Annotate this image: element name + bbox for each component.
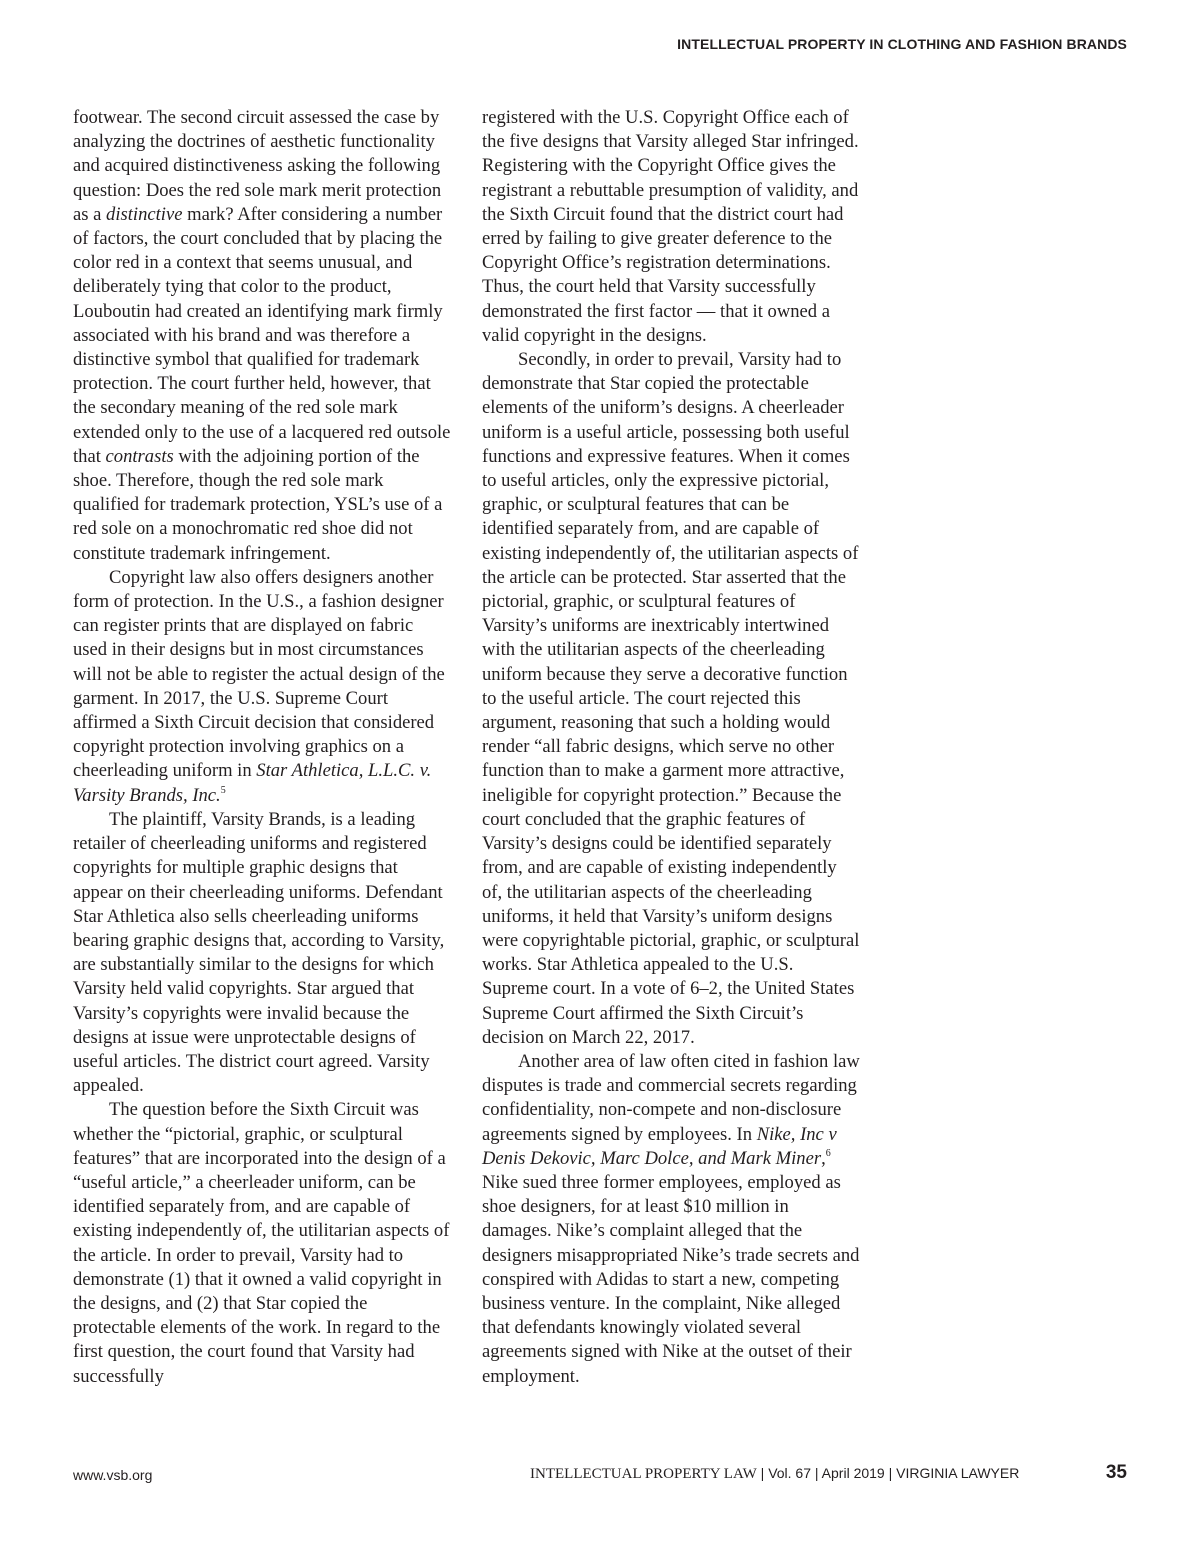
footer-magazine: VIRGINIA LAWYER xyxy=(896,1465,1020,1481)
footer-publication: INTELLECTUAL PROPERTY LAW | Vol. 67 | April 2019 | VIRGINIA LAWYER xyxy=(530,1465,1020,1482)
page-number: 35 xyxy=(1105,1462,1127,1483)
running-head-title: INTELLECTUAL PROPERTY IN CLOTHING AND FASHION BRANDS xyxy=(677,36,1127,52)
left-paragraph-2: Copyright law also offers designers another form of protection. In the U.S., a fashion designer can register prints that are displayed on fabric used in their designs but in most circumstances will not be able to register the actual design of the garment. In 2017, the U.S. Supreme Court affirmed a Sixth Circuit decision that considered copyright protection involving graphics on a cheerleading uniform in Star Athletica, L.L.C. v. Varsity Brands, Inc.$^5$ xyxy=(73,566,445,806)
right-paragraph-3: Another area of law often cited in fashion law disputes is trade and commercial secrets regarding confidentiality, non-compete and non-disclosure agreements signed by employees. In Nike, Inc v Denis Dekovic, Marc Dolce, and Mark Miner,$^6$ Nike sued three former employees, employed as shoe designers, for at least $10 million in damages. Nike’s complaint alleged that the designers misappropriated Nike’s trade secrets and conspired with Adidas to start a new, competing business venture. In the complaint, Nike alleged that defendants knowingly violated several agreements signed with Nike at the outset of their employment. xyxy=(482,1050,860,1387)
left-paragraph-3: The plaintiff, Varsity Brands, is a leading retailer of cheerleading uniforms and registered copyrights for multiple graphic designs that appear on their cheerleading uniforms. Defendant Star Athletica also sells cheerleading uniforms bearing graphic designs that, according to Varsity, are substantially similar to the designs for which Varsity held valid copyrights. Star argued that Varsity’s copyrights were invalid because the designs at issue were unprotectable designs of useful articles. The district court agreed. Varsity appealed. xyxy=(73,808,445,1097)
left-column xyxy=(73,106,451,1389)
footer-volume: Vol. 67 xyxy=(768,1465,812,1481)
left-paragraph-1: footwear. The second circuit assessed the case by analyzing the doctrines of aesthetic functionality and acquired distinctiveness asking the following question: Does the red sole mark merit protection as a distinctive mark? After considering a number of factors, the court concluded that by placing the color red in a context that seems unusual, and deliberately tying that color to the product, Louboutin had created an identifying mark firmly associated with his brand and was therefore a distinctive symbol that qualified for trademark protection. The court further held, however, that the secondary meaning of the red sole mark extended only to the use of a lacquered red outsole that contrasts with the adjoining portion of the shoe. Therefore, though the red sole mark qualified for trademark protection, YSL’s use of a red sole on a monochromatic red shoe did not constitute trademark infringement. xyxy=(73,107,451,564)
footnote-ref-6: 6 xyxy=(825,1147,831,1159)
left-paragraph-4: The question before the Sixth Circuit was whether the “pictorial, graphic, or sculptural features” that are incorporated into the design of a “useful article,” a cheerleader uniform, can be identified separately from, and are capable of existing independently of, the utilitarian aspects of the article. In order to prevail, Varsity had to demonstrate (1) that it owned a valid copyright in the designs, and (2) that Star copied the protectable elements of the work. In regard to the first question, the court found that Varsity had successfully xyxy=(73,1099,450,1387)
right-paragraph-1: registered with the U.S. Copyright Office each of the five designs that Varsity alleged Star infringed. Registering with the Copyright Office gives the registrant a rebuttable presumption of validity, and the Sixth Circuit found that the district court had erred by failing to give greater deference to the Copyright Office’s registration determinations. Thus, the court held that Varsity successfully demonstrated the first factor — that it owned a valid copyright in the designs. xyxy=(482,107,859,346)
right-paragraph-2: Secondly, in order to prevail, Varsity had to demonstrate that Star copied the protectable elements of the uniform’s designs. A cheerleader uniform is a useful article, possessing both useful functions and expressive features. When it comes to useful articles, only the expressive pictorial, graphic, or sculptural features that can be identified separately from, and are capable of existing independently of, the utilitarian aspects of the article can be protected. Star asserted that the pictorial, graphic, or sculptural features of Varsity’s uniforms are inextricably intertwined with the utilitarian aspects of the cheerleading uniform because they serve a decorative function to the useful article. The court rejected this argument, reasoning that such a holding would render “all fabric designs, which serve no other function than to make a garment more attractive, ineligible for copyright protection.” Because the court concluded that the graphic features of Varsity’s designs could be identified separately from, and are capable of existing independently of, the utilitarian aspects of the cheerleading uniforms, it held that Varsity’s uniform designs were copyrightable pictorial, graphic, or sculptural works. Star Athletica appealed to the U.S. Supreme court. In a vote of 6–2, the United States Supreme Court affirmed the Sixth Circuit’s decision on March 22, 2017. xyxy=(482,349,860,1048)
right-column xyxy=(482,106,860,1389)
footer-date: April 2019 xyxy=(821,1465,885,1481)
footer-website: www.vsb.org xyxy=(73,1467,153,1483)
footer-section: INTELLECTUAL PROPERTY LAW xyxy=(530,1466,757,1482)
footnote-ref-5: 5 xyxy=(220,784,226,796)
